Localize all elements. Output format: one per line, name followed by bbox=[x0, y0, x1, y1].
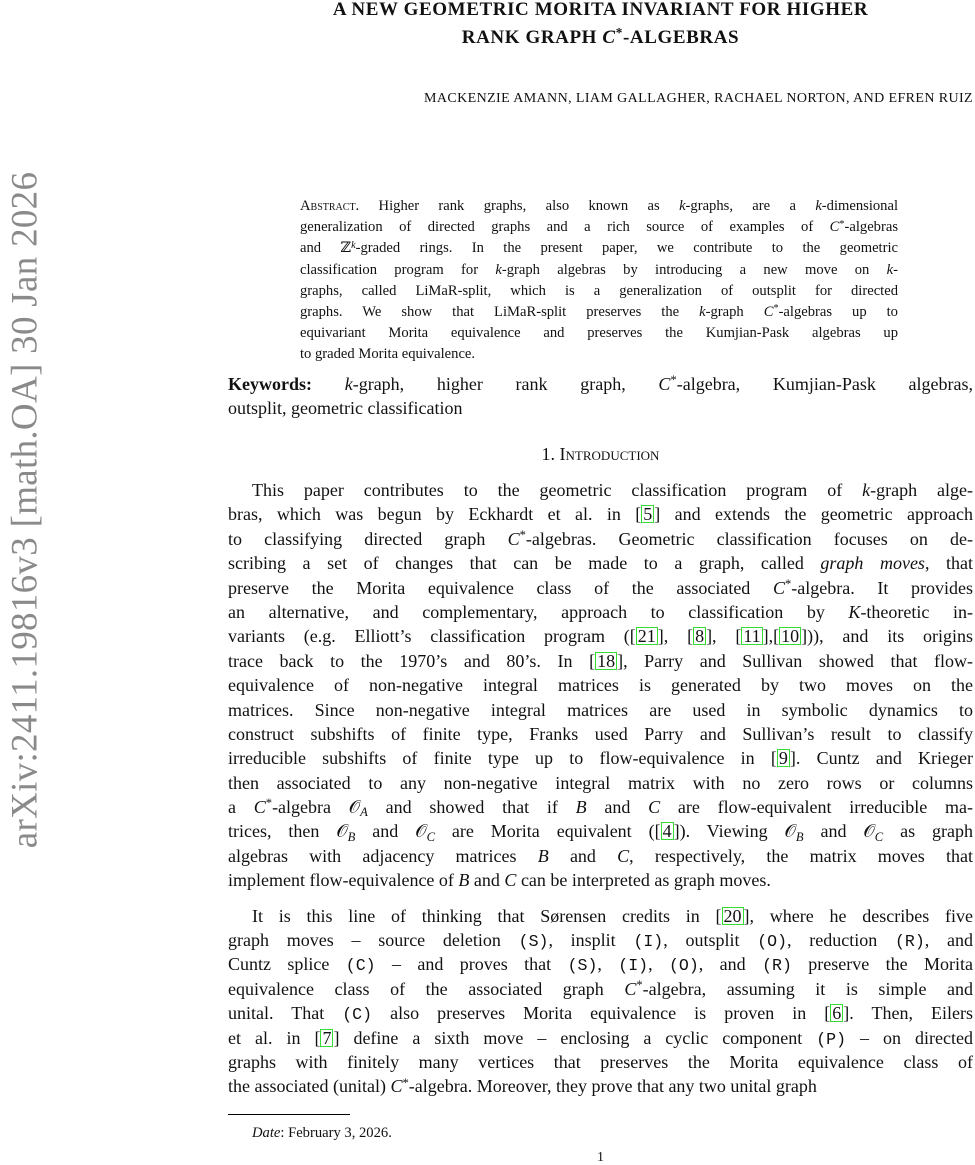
abstract-line: graphs. We show that LiMaR-split preserves the k-graph C*-algebras up to bbox=[300, 303, 898, 320]
text-line: algebras with adjacency matrices B and C, respectively, the matrix moves that bbox=[228, 845, 973, 866]
citation-link[interactable]: 10 bbox=[781, 626, 800, 647]
abstract-line: equivariant Morita equivalence and preserves the Kumjian-Pask algebras up bbox=[300, 325, 898, 342]
citation-link[interactable]: 6 bbox=[832, 1003, 842, 1024]
abstract-line: to graded Morita equivalence. bbox=[300, 346, 476, 363]
text-line: the associated (unital) C*-algebra. Moreover, they prove that any two unital graph bbox=[228, 1075, 817, 1097]
abstract bbox=[300, 196, 898, 366]
arxiv-identifier-stamp: arXiv:2411.19816v3 [math.OA] 30 Jan 2026 bbox=[4, 171, 46, 849]
citation-link[interactable]: 9 bbox=[778, 748, 788, 769]
abstract-line: generalization of directed graphs and a rich source of examples of C*-algebras bbox=[300, 218, 898, 236]
citation-link[interactable]: 20 bbox=[723, 905, 742, 926]
keywords-line: Keywords: k-graph, higher rank graph, C*-algebra, Kumjian-Pask algebras, bbox=[228, 373, 973, 394]
citation-link[interactable]: 7 bbox=[322, 1027, 332, 1048]
text-line: an alternative, and complementary, approach to classification by K-theoretic in- bbox=[228, 601, 973, 622]
citation-link[interactable]: 21 bbox=[637, 626, 656, 647]
citation-link[interactable]: 5 bbox=[643, 504, 653, 525]
text-line: then associated to any non-negative integral matrix with no zero rows or columns bbox=[228, 772, 973, 793]
abstract-line: classification program for k-graph algebras by introducing a new move on k- bbox=[300, 261, 898, 278]
keywords-line: outsplit, geometric classification bbox=[228, 398, 463, 419]
citation-link[interactable]: 11 bbox=[743, 626, 761, 647]
date-value: : February 3, 2026. bbox=[280, 1125, 392, 1141]
text-line: a C*-algebra 𝒪$_A$ and showed that if B and C are flow-equivalent irreducible ma- bbox=[228, 796, 973, 820]
text-line: irreducible subshifts of finite type up to flow-equivalence in [ 9 ]. Cuntz and Krieger bbox=[228, 748, 973, 769]
date-label: Date bbox=[252, 1125, 281, 1141]
citation-link[interactable]: 18 bbox=[597, 650, 616, 671]
text-line: to classifying directed graph C*-algebras. Geometric classification focuses on de- bbox=[228, 528, 973, 549]
section-heading bbox=[228, 442, 973, 466]
text-line: This paper contributes to the geometric classification program of k-graph alge- bbox=[252, 480, 973, 500]
text-line: trices, then 𝒪$_B$ and 𝒪$_C$ are Morita equivalent ([ 4 ]). Viewing 𝒪$_B$ and 𝒪$_C$ as graph bbox=[228, 821, 973, 844]
section-title: Introduction bbox=[559, 444, 660, 464]
footnote-date bbox=[252, 1124, 392, 1142]
text-line: scribing a set of changes that can be made to a graph, called graph moves, that bbox=[228, 553, 973, 574]
text-line: It is this line of thinking that Sørensen credits in [ 20 ], where he describes five bbox=[252, 905, 973, 926]
text-line: graph moves – source deletion (S), insplit (I), outsplit (O), reduction (R), and bbox=[228, 930, 973, 952]
text-line: preserve the Morita equivalence class of the associated C*-algebra. It provides bbox=[228, 576, 973, 598]
footnote-rule bbox=[228, 1114, 350, 1115]
label: Keywords: bbox=[228, 374, 312, 394]
label: Abstract. bbox=[300, 198, 360, 214]
text-line: bras, which was begun by Eckhardt et al. in [ 5 ] and extends the geometric approach bbox=[228, 504, 973, 525]
text-line: equivalence class of the associated graph C*-algebra, assuming it is simple and bbox=[228, 978, 973, 999]
page-number: 1 bbox=[597, 1150, 604, 1165]
citation-link[interactable]: 8 bbox=[695, 626, 705, 647]
text-line: unital. That (C) also preserves Morita equivalence is proven in [ 6 ]. Then, Eilers bbox=[228, 1003, 973, 1025]
paragraph bbox=[228, 904, 973, 1099]
author-list: MACKENZIE AMANN, LIAM GALLAGHER, RACHAEL NORTON, AND EFREN RUIZ bbox=[424, 91, 973, 106]
body-text bbox=[228, 478, 973, 1099]
abstract-line: and ℤ$^k$-graded rings. In the present paper, we contribute to the geometric bbox=[300, 239, 898, 257]
text-line: implement flow-equivalence of B and C can be interpreted as graph moves. bbox=[228, 870, 771, 891]
text-line: graphs with finitely many vertices that preserves the Morita equivalence class of bbox=[228, 1051, 973, 1072]
text-line: trace back to the 1970’s and 80’s. In [ 18 ], Parry and Sullivan showed that flow- bbox=[228, 650, 973, 671]
text-line: Cuntz splice (C) – and proves that (S), (I), (O), and (R) preserve the Morita bbox=[228, 954, 973, 976]
text-line: variants (e.g. Elliott’s classification program ([ 21 ], [ 8 ], [ 11 ],[ 10 ])), and its origins bbox=[228, 626, 973, 647]
text-line: construct subshifts of finite type, Franks used Parry and Sullivan’s result to classify bbox=[228, 723, 973, 744]
keywords bbox=[228, 372, 973, 421]
citation-link[interactable]: 4 bbox=[662, 821, 672, 842]
text-line: equivalence of non-negative integral matrices is generated by two moves on the bbox=[228, 675, 973, 696]
abstract-line: graphs, called LiMaR-split, which is a generalization of outsplit for directed bbox=[300, 282, 898, 299]
section-number: 1. bbox=[541, 444, 556, 464]
title-line-1: A NEW GEOMETRIC MORITA INVARIANT FOR HIGHER bbox=[332, 0, 869, 20]
text-line: et al. in [ 7 ] define a sixth move – enclosing a cyclic component (P) – on directed bbox=[228, 1027, 973, 1049]
title-line-2: RANK GRAPH C*-ALGEBRAS bbox=[461, 25, 740, 48]
text-line: matrices. Since non-negative integral matrices are used in symbolic dynamics to bbox=[228, 699, 973, 720]
abstract-line: Abstract. Higher rank graphs, also known as k-graphs, are a k-dimensional bbox=[300, 198, 898, 214]
paragraph bbox=[228, 478, 973, 893]
paper-title bbox=[228, 0, 973, 52]
